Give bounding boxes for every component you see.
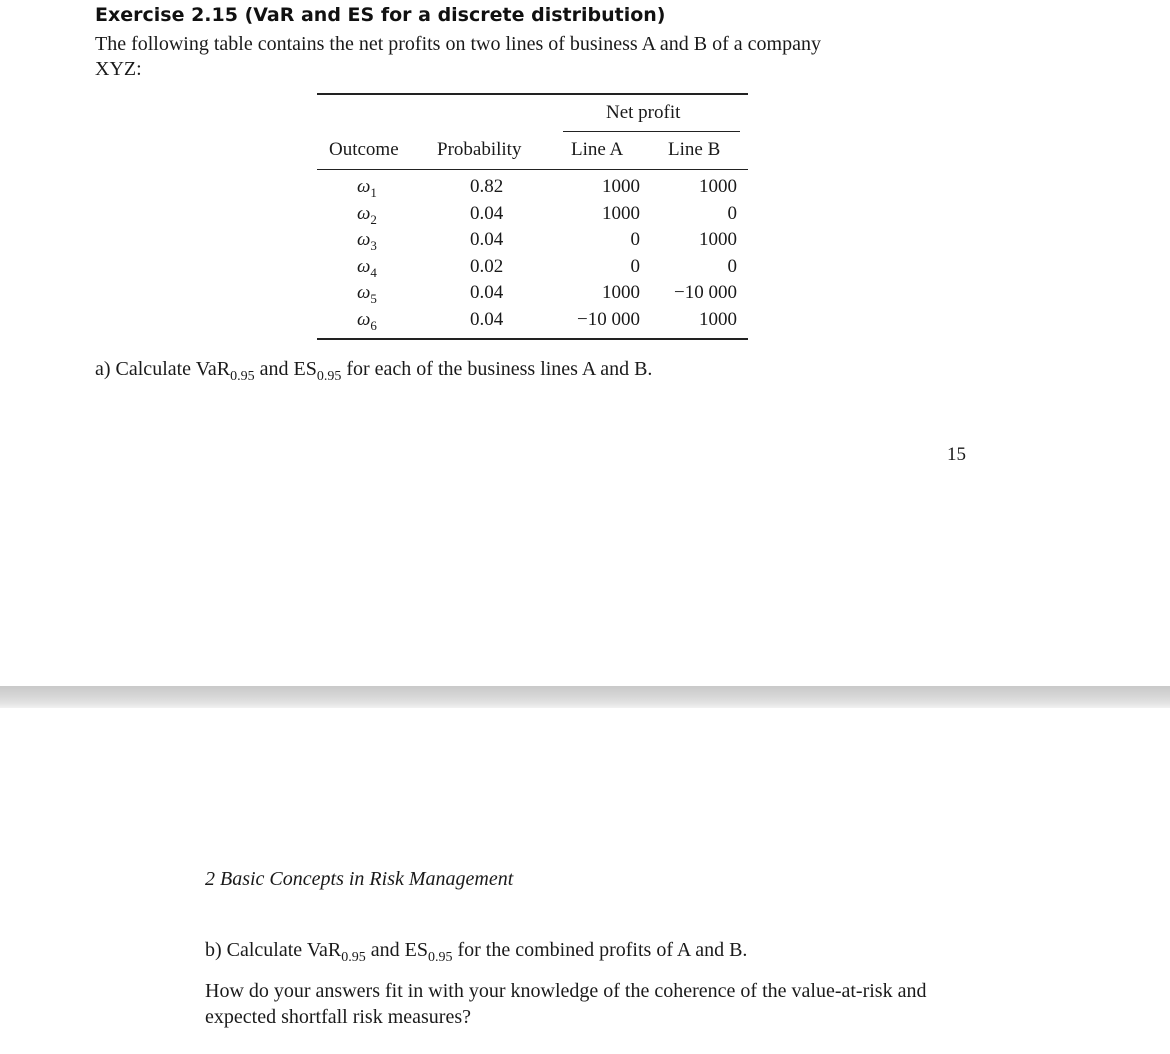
table-top-rule — [317, 93, 748, 95]
cell-line-a: 0 — [630, 255, 640, 277]
intro-line-2: XYZ: — [95, 58, 142, 80]
omega-index: 6 — [370, 317, 377, 333]
question-b-prefix: b) Calculate VaR — [205, 939, 342, 961]
cell-outcome — [357, 229, 377, 254]
omega-index: 4 — [370, 264, 377, 280]
omega-index: 1 — [370, 184, 377, 200]
running-head: 2 Basic Concepts in Risk Management — [205, 868, 514, 890]
table-bottom-rule — [317, 338, 748, 340]
cell-line-b: 1000 — [699, 176, 737, 197]
col-header-line-a: Line A — [571, 139, 624, 160]
cell-outcome — [357, 282, 377, 307]
omega-index: 2 — [370, 211, 377, 227]
omega-symbol: ω — [357, 229, 371, 251]
cell-line-a: 1000 — [602, 202, 640, 224]
question-c-line-2: expected shortfall risk measures? — [205, 1006, 472, 1028]
cell-probability: 0.82 — [470, 176, 504, 197]
question-a-suffix: for each of the business lines A and B. — [341, 358, 653, 380]
col-header-line-b: Line B — [668, 139, 721, 160]
omega-symbol: ω — [357, 202, 371, 224]
cell-outcome — [357, 176, 377, 201]
cell-line-b: 0 — [727, 255, 737, 277]
header-mid-rule — [317, 169, 748, 170]
question-a — [95, 356, 652, 390]
cell-line-b: 1000 — [699, 309, 737, 330]
question-b-suffix: for the combined profits of A and B. — [452, 939, 748, 961]
omega-symbol: ω — [357, 176, 371, 197]
cell-line-a: 0 — [630, 229, 640, 251]
question-a-prefix: a) Calculate VaR — [95, 358, 231, 380]
omega-index: 3 — [370, 237, 377, 253]
cell-outcome — [357, 256, 377, 281]
question-b-var-sub: 0.95 — [341, 950, 366, 965]
cell-outcome — [357, 309, 377, 334]
cell-outcome — [357, 203, 377, 228]
omega-symbol: ω — [357, 282, 371, 304]
exercise-title: Exercise 2.15 (VaR and ES for a discrete distribution) — [95, 4, 666, 26]
cell-probability: 0.04 — [470, 309, 504, 330]
cell-line-a: 1000 — [602, 282, 640, 304]
cell-line-a: 1000 — [602, 176, 640, 197]
col-header-probability: Probability — [437, 139, 522, 160]
question-c — [205, 978, 1105, 1030]
question-a-mid: and ES — [254, 358, 317, 380]
page-divider — [0, 686, 1170, 708]
cell-probability: 0.04 — [470, 282, 504, 304]
cell-line-b: 1000 — [699, 229, 737, 251]
question-a-var-sub: 0.95 — [230, 369, 255, 384]
omega-symbol: ω — [357, 255, 371, 277]
question-c-line-1: How do your answers fit in with your knowledge of the coherence of the value-at-risk and — [205, 980, 927, 1002]
intro-line-1: The following table contains the net profits on two lines of business A and B of a company — [95, 33, 821, 55]
group-header-rule — [563, 131, 740, 132]
cell-line-b: 0 — [727, 202, 737, 224]
cell-probability: 0.04 — [470, 202, 504, 224]
cell-probability: 0.02 — [470, 255, 504, 277]
exercise-intro — [95, 32, 995, 82]
cell-probability: 0.04 — [470, 229, 504, 251]
omega-index: 5 — [370, 291, 377, 307]
omega-symbol: ω — [357, 309, 371, 330]
group-header-net-profit: Net profit — [606, 102, 681, 123]
col-header-outcome: Outcome — [329, 139, 399, 160]
cell-line-a: −10 000 — [577, 309, 640, 330]
question-b-mid: and ES — [365, 939, 428, 961]
page-number: 15 — [947, 444, 966, 465]
question-b — [205, 937, 747, 971]
question-a-es-sub: 0.95 — [316, 369, 342, 384]
cell-line-b: −10 000 — [674, 282, 737, 304]
question-b-es-sub: 0.95 — [427, 950, 453, 965]
